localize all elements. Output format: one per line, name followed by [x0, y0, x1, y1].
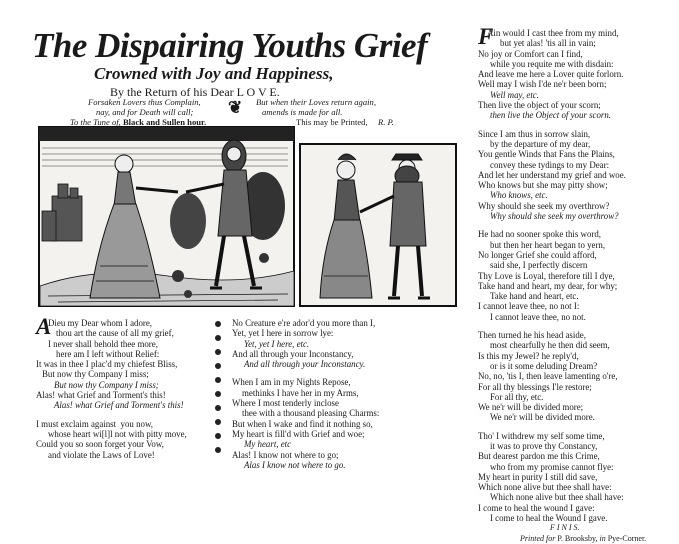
dropcap-a: A	[36, 314, 52, 339]
verse-line: Who knows, etc.	[490, 190, 548, 201]
verse-line: Why should she seek my overthrow?	[478, 200, 610, 211]
rule-ornaments-icon	[212, 318, 224, 453]
verse-line: Tho' I withdrew my self some time,	[478, 430, 605, 441]
verse-line: And let her understand my grief and woe.	[478, 169, 626, 180]
verse-line: Yet, yet I here in sorrow lye:	[232, 328, 334, 339]
verse-line: most chearfully he then did seem,	[490, 340, 610, 351]
woodcut-courting-couple	[39, 127, 294, 306]
verse-line: And leave me here a Lover quite forlorn.	[478, 69, 624, 80]
verse-line: Where I most tenderly inclose	[232, 398, 339, 409]
verse-line: But when I wake and find it nothing so,	[232, 418, 373, 429]
verse-line: or is it some deluding Dream?	[490, 360, 598, 371]
verse-right-2: amends is made for all.	[262, 107, 343, 117]
verse-line: thou art the cause of all my grief,	[56, 328, 174, 339]
verse-line: Which none alive but thee shall have:	[478, 482, 612, 493]
verse-line: No Creature e're ador'd you more than I,	[232, 318, 376, 328]
stanza-col-2	[232, 318, 379, 470]
verse-line: Alas! what Grief and Torment's this!	[54, 400, 184, 411]
verse-line: My heart, etc	[244, 439, 292, 450]
verse-line: Who knows but she may pitty show;	[478, 180, 608, 191]
verse-line: Why should she seek my overthrow?	[490, 211, 619, 222]
verse-line	[478, 322, 674, 330]
verse-line: I never shall behold thee more,	[48, 338, 158, 349]
verse-left-1: Forsaken Lovers thus Complain,	[88, 97, 201, 107]
verse-line: He had no sooner spoke this word,	[478, 229, 601, 240]
verse-line: But now thy Company I miss;	[54, 379, 159, 390]
verse-left-2: nay, and for Death will call;	[96, 107, 194, 117]
verse-line	[478, 221, 674, 229]
verse-line: thee with a thousand pleasing Charms:	[242, 408, 380, 419]
ornament-icon: ❦	[228, 98, 243, 117]
imprint-printer: P. Brooksby,	[557, 533, 598, 543]
verse-line: Well may, etc.	[490, 89, 539, 100]
stanza-col-3	[478, 24, 674, 544]
licenser: R. P.	[378, 117, 394, 127]
verse-line: Dieu my Dear whom I adore,	[48, 318, 152, 328]
verse-line	[478, 423, 674, 431]
ballad-title: The Dispairing Youths Grief	[32, 26, 428, 65]
verse-line: I cannot leave thee, no not I:	[478, 301, 580, 312]
verse-line: Yet, yet I here, etc.	[244, 338, 310, 349]
woodcut-standing-couple	[300, 144, 456, 306]
verse-line: then live the Object of your scorn.	[490, 110, 612, 121]
verse-line: No longer Grief she could afford,	[478, 249, 597, 260]
verse-line: Since I am thus in sorrow slain,	[478, 128, 591, 139]
verse-line: Alas! I know not where to go;	[232, 449, 339, 460]
verse-line: here am I left without Relief:	[56, 348, 160, 359]
verse-line: Could you so soon forget your Vow,	[36, 439, 164, 450]
ballad-byline: By the Return of his Dear L O V E.	[110, 85, 280, 99]
imprint-mid: in	[597, 533, 608, 543]
imprint-prefix: Printed for	[520, 533, 558, 543]
verse-line: For all thy blessings I'le restore;	[478, 381, 592, 392]
col3-lines	[478, 24, 674, 524]
verse-right-1: But when their Loves return again,	[256, 97, 376, 107]
verse-line: Alas! what Grief and Torment's this!	[36, 390, 166, 401]
dropcap-f: F	[478, 24, 494, 49]
verse-line: it was to prove thy Constancy,	[490, 440, 598, 451]
verse-line: But dearest pardon me this Crime,	[478, 451, 600, 462]
ballad-subtitle: Crowned with Joy and Happiness,	[94, 64, 334, 83]
col2-lines	[232, 318, 379, 470]
verse-line: Well may I wish I'de ne'r been born;	[478, 79, 607, 90]
verse-line: I come to heal the Wound I gave.	[490, 513, 608, 524]
verse-line: while you requite me with disdain:	[490, 58, 614, 69]
verse-line: We ne'r will be divided more.	[490, 412, 595, 423]
imprint-place: Pye-Corner.	[607, 533, 647, 543]
stanza-col-1	[36, 314, 187, 460]
verse-line: When I am in my Nights Repose,	[232, 377, 351, 388]
verse-line	[36, 411, 187, 419]
column-rule	[212, 318, 224, 458]
verse-line	[232, 369, 379, 377]
verse-line: You gentle Winds that Fans the Plains,	[478, 149, 615, 160]
verse-line: But now thy Company I miss;	[42, 369, 149, 380]
verse-line: by the departure of my dear,	[490, 138, 591, 149]
verse-line: And all through your Inconstancy.	[244, 359, 366, 370]
verse-line: My heart in purity I still did save,	[478, 471, 598, 482]
woodcut-panel	[38, 126, 458, 308]
verse-line: but yet alas! 'tis all in vain;	[500, 38, 596, 49]
verse-line: Ain would I cast thee from my mind,	[487, 28, 619, 38]
verse-line: No, no, 'tis I, then leave lamenting o're,	[478, 371, 618, 382]
verse-line: It was in thee I plac'd my chiefest Bliss,	[36, 359, 178, 370]
verse-line: Then turned he his head aside,	[478, 330, 586, 341]
verse-line: who from my promise cannot flye:	[490, 461, 614, 472]
verse-line: Take hand and heart, etc.	[490, 291, 579, 302]
verse-line: but then her heart began to yern,	[490, 239, 606, 250]
finis: F I N I S.	[550, 523, 580, 533]
verse-line: We ne'r will be divided more;	[478, 402, 584, 413]
verse-line: Take hand and heart, my dear, for why;	[478, 280, 618, 291]
col1-lines	[36, 314, 187, 460]
license-line: This may be Printed,	[296, 117, 368, 127]
verse-line: whose heart wi[l]l not with pitty move,	[48, 428, 187, 439]
verse-line: I cannot leave thee, no not.	[490, 311, 586, 322]
verse-line: Is this my Jewel? he reply'd,	[478, 350, 579, 361]
verse-line: and violate the Laws of Love!	[48, 449, 155, 460]
verse-line: convey these tydings to my Dear:	[490, 159, 610, 170]
verse-line: Then live the object of your scorn;	[478, 100, 601, 111]
verse-line: I come to heal the wound I gave:	[478, 502, 595, 513]
verse-line: And all through your Inconstancy,	[232, 348, 354, 359]
verse-line: Alas I know not where to go.	[244, 459, 346, 470]
verse-line: Thy Love is Loyal, therefore till I dye,	[478, 270, 615, 281]
tune-prefix: To the Tune of,	[70, 117, 123, 127]
verse-line: Which none alive but thee shall have:	[490, 492, 624, 503]
verse-line: For all thy, etc.	[490, 391, 544, 402]
verse-line: methinks I have her in my Arms,	[242, 387, 359, 398]
imprint	[478, 534, 674, 544]
verse-line: said she, I perfectly discern	[490, 260, 588, 271]
verse-line	[478, 121, 674, 129]
verse-line: No joy or Comfort can I find,	[478, 48, 583, 59]
verse-line: My heart is fill'd with Grief and woe;	[232, 428, 365, 439]
tune-name: Black and Sullen hour.	[122, 117, 207, 127]
verse-line: I must exclaim against you now,	[36, 418, 153, 429]
